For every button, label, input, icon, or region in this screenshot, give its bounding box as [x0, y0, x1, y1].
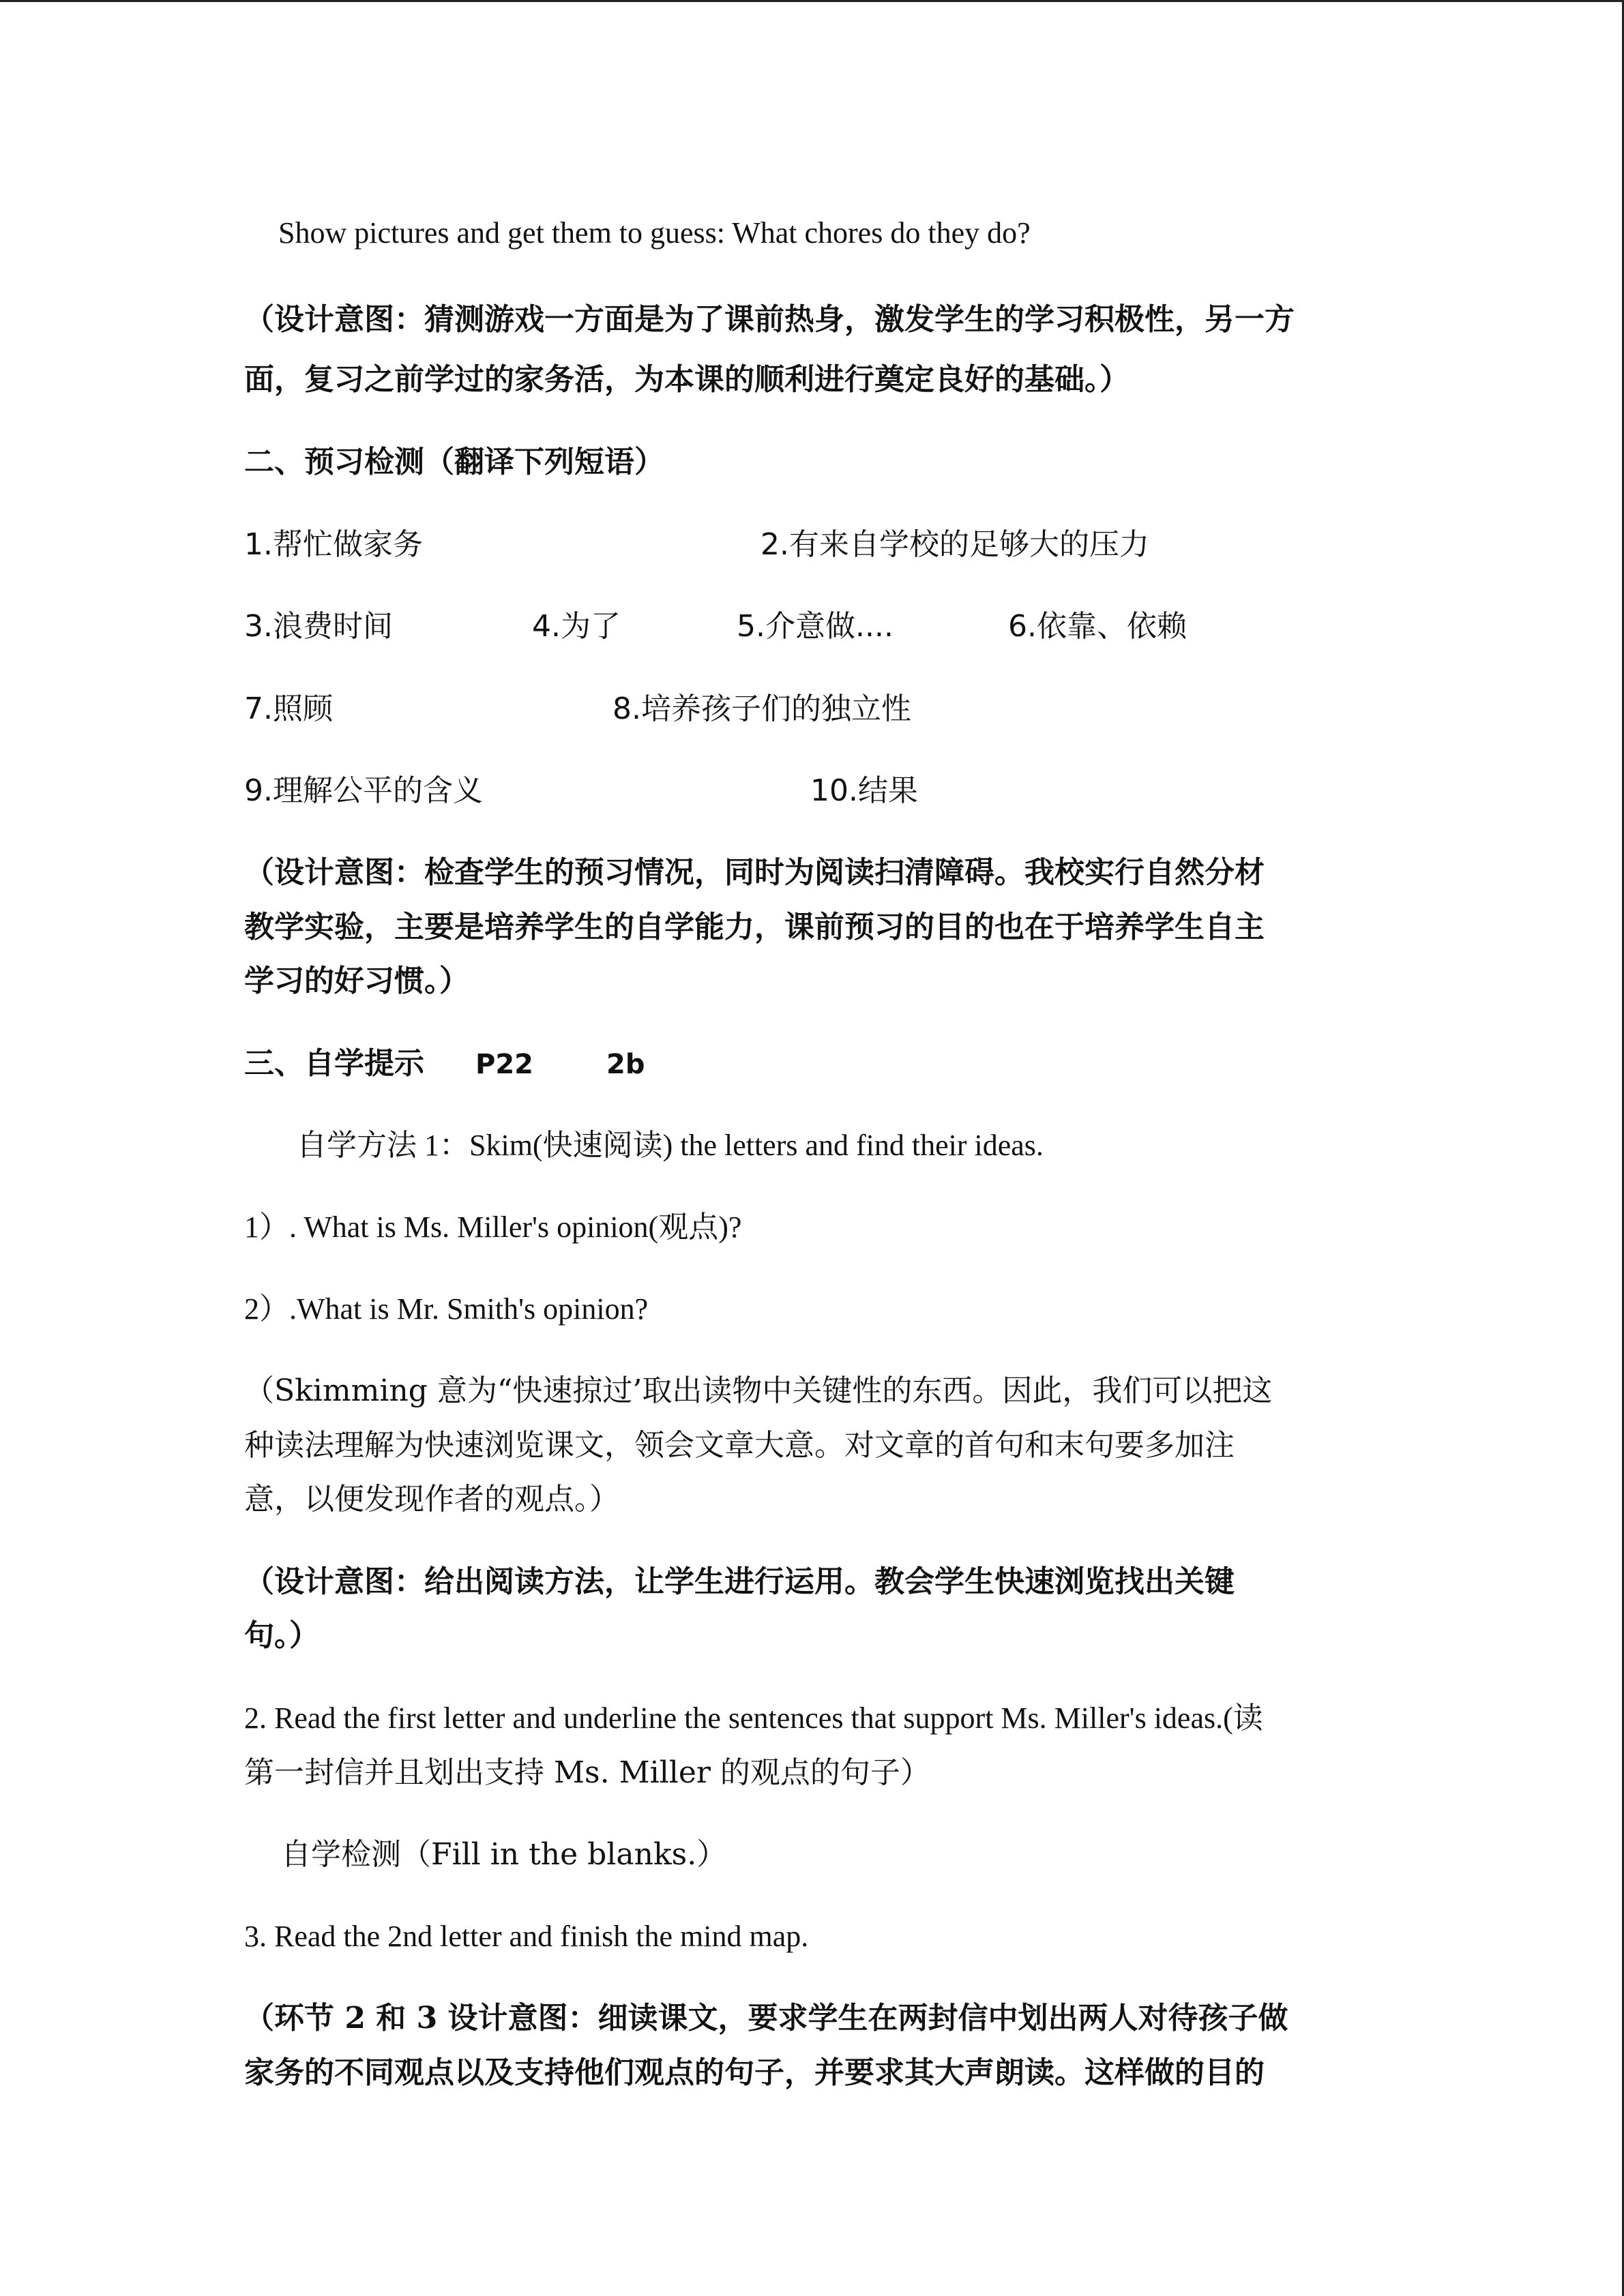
preview-item-1: 1.帮忙做家务: [244, 527, 423, 562]
selfstudy-question-1: 1）. What is Ms. Miller's opinion(观点)?: [244, 1210, 742, 1244]
preview-intent-line3: 学习的好习惯。）: [244, 964, 469, 998]
preview-item-9: 9.理解公平的含义: [244, 773, 483, 808]
selfstudy-intent-line1: （设计意图：给出阅读方法，让学生进行运用。教会学生快速浏览找出关键: [244, 1564, 1235, 1599]
selfstudy-heading: 三、自学提示: [244, 1046, 424, 1081]
selfstudy-question-2: 2）.What is Mr. Smith's opinion?: [244, 1292, 649, 1326]
skimming-note-line2: 种读法理解为快速浏览课文，领会文章大意。对文章的首句和末句要多加注: [244, 1428, 1235, 1463]
preview-item-5: 5.介意做....: [737, 609, 894, 644]
preview-intent-line2: 教学实验，主要是培养学生的自学能力，课前预习的目的也在于培养学生自主: [244, 910, 1265, 944]
task3: 3. Read the 2nd letter and finish the mind map.: [244, 1920, 809, 1953]
skimming-note-line3: 意，以便发现作者的观点。）: [244, 1482, 619, 1517]
task23-intent-line1: （环节 2 和 3 设计意图：细读课文，要求学生在两封信中划出两人对待孩子做: [244, 2001, 1288, 2036]
preview-heading: 二、预习检测（翻译下列短语）: [244, 445, 664, 479]
preview-item-7: 7.照顾: [244, 691, 333, 726]
preview-item-4: 4.为了: [532, 609, 621, 644]
preview-item-2: 2.有来自学校的足够大的压力: [761, 527, 1149, 562]
selfstudy-intent-line2: 句。）: [244, 1618, 319, 1653]
warmup-intent-line1: （设计意图：猜测游戏一方面是为了课前热身，激发学生的学习积极性，另一方: [244, 302, 1295, 337]
task2-line1: 2. Read the first letter and underline the sentences that support Ms. Miller's ideas.(读: [244, 1701, 1263, 1735]
selfstudy-check: 自学检测（Fill in the blanks.）: [281, 1837, 727, 1872]
selfstudy-page: P22: [475, 1049, 533, 1080]
skimming-note-line1: （Skimming 意为“快速掠过’取出读物中关键性的东西。因此，我们可以把这: [244, 1373, 1273, 1408]
selfstudy-section: 2b: [606, 1049, 645, 1080]
preview-item-8: 8.培养孩子们的独立性: [612, 691, 911, 726]
warmup-intro: Show pictures and get them to guess: What chores do they do?: [278, 216, 1031, 250]
task2-line2: 第一封信并且划出支持 Ms. Miller 的观点的句子）: [244, 1755, 930, 1790]
preview-item-3: 3.浪费时间: [244, 609, 393, 644]
preview-item-6: 6.依靠、依赖: [1008, 609, 1187, 644]
preview-item-10: 10.结果: [810, 773, 918, 808]
preview-intent-line1: （设计意图：检查学生的预习情况，同时为阅读扫清障碍。我校实行自然分材: [244, 855, 1265, 890]
selfstudy-method1: 自学方法 1：Skim(快速阅读) the letters and find their ideas.: [297, 1129, 1044, 1162]
task23-intent-line2: 家务的不同观点以及支持他们观点的句子，并要求其大声朗读。这样做的目的: [244, 2055, 1265, 2090]
warmup-intent-line2: 面，复习之前学过的家务活，为本课的顺利进行奠定良好的基础。）: [244, 362, 1130, 397]
top-border-line: [0, 0, 1624, 2]
